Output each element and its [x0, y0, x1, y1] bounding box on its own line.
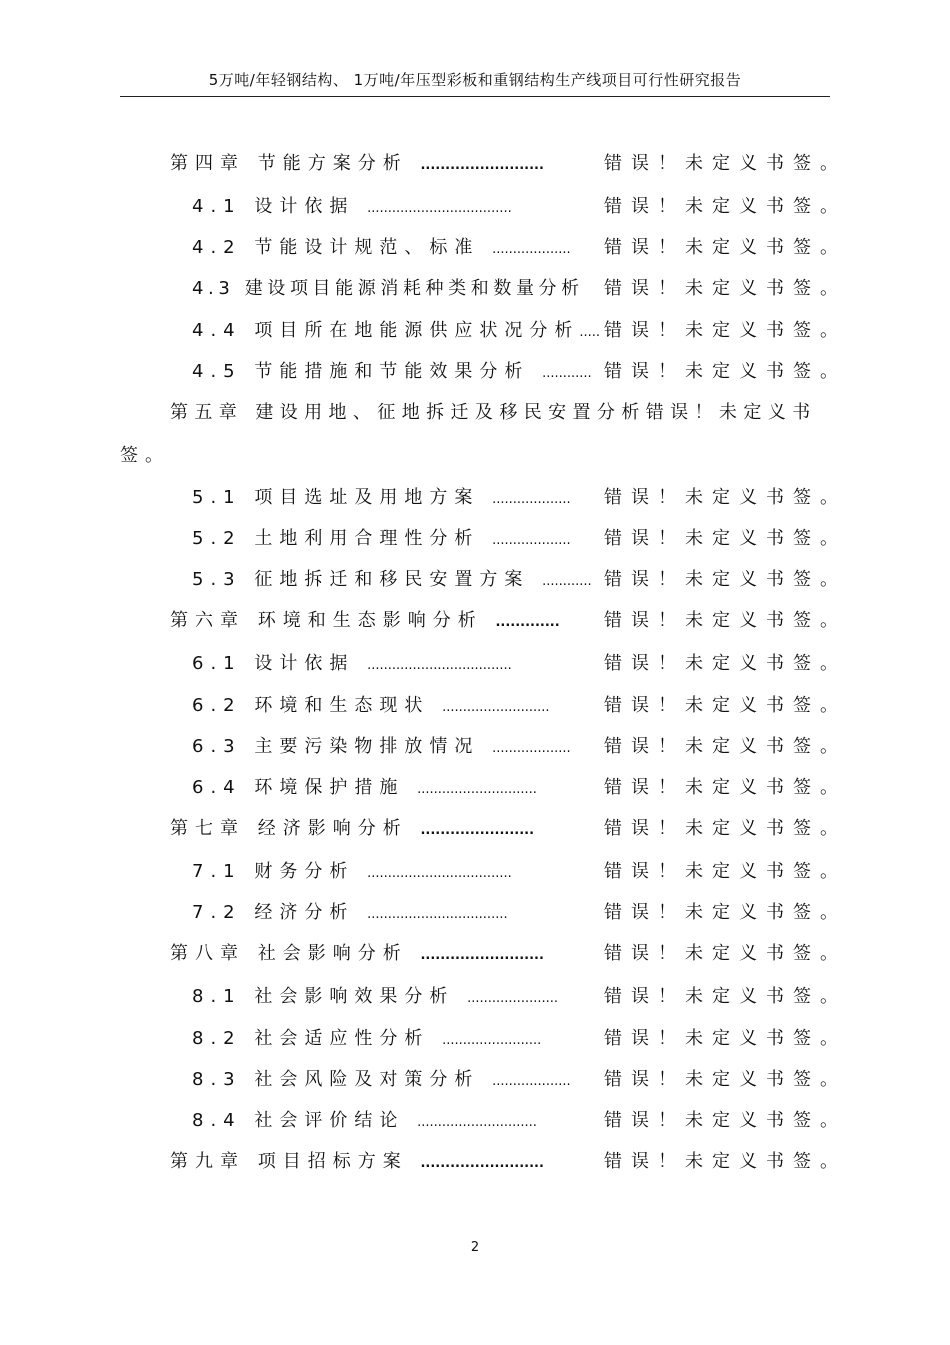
leader-dots: ...................................: [367, 201, 512, 216]
leader-dots: .........................: [420, 1156, 544, 1171]
toc-entry-label: 第九章 项目招标方案: [170, 1151, 408, 1172]
toc-entry-8-3[interactable]: [192, 1065, 571, 1095]
toc-entry-label: 4.5 节能措施和节能效果分析: [192, 361, 530, 382]
toc-error-text: 错误！未定义书签。: [604, 861, 847, 882]
leader-dots: .............: [495, 615, 560, 630]
toc-entry-label: 第四章 节能方案分析: [170, 153, 408, 174]
toc-entry-8-2[interactable]: [192, 1024, 541, 1054]
toc-entry-7-1[interactable]: [192, 857, 512, 887]
toc-entry-label: 6.2 环境和生态现状: [192, 695, 430, 716]
toc-entry-label: 7.1 财务分析: [192, 861, 355, 882]
toc-entry-label: 8.2 社会适应性分析: [192, 1028, 430, 1049]
toc-entry-chapter-9[interactable]: [170, 1147, 544, 1177]
toc-error-text: 错误！未定义书签。: [604, 153, 847, 174]
leader-dots: ............: [542, 574, 592, 589]
toc-entry-5-3[interactable]: [192, 565, 592, 595]
leader-dots: ..................................: [367, 907, 508, 922]
toc-entry-chapter-4[interactable]: [170, 149, 544, 179]
leader-dots: ...................: [492, 533, 571, 548]
toc-error-text: 错误！未定义书签。: [604, 736, 847, 757]
toc-entry-label: 4.2 节能设计规范、标准: [192, 237, 480, 258]
toc-entry-4-1[interactable]: [192, 192, 512, 222]
toc-entry-7-2[interactable]: [192, 898, 508, 928]
leader-dots: ...................: [492, 492, 571, 507]
toc-entry-label: 4.4 项目所在地能源供应状况分析: [192, 320, 580, 341]
leader-dots: ........................: [442, 1033, 542, 1048]
toc-entry-6-3[interactable]: [192, 732, 571, 762]
toc-entry-label: 4.1 设计依据: [192, 196, 355, 217]
toc-error-text: 错误！未定义书签。: [604, 196, 847, 217]
toc-error-text: 错误！未定义书签。: [604, 986, 847, 1007]
toc-error-text: 错误！未定义书签。: [604, 695, 847, 716]
toc-error-text: 错误！未定义书签。: [604, 569, 847, 590]
toc-error-text: 错误！未定义书签。: [604, 818, 847, 839]
toc-error-text: 错误！未定义书签。: [604, 1028, 847, 1049]
leader-dots: ............: [542, 366, 592, 381]
toc-entry-8-4[interactable]: [192, 1106, 537, 1136]
toc-error-text: 错误！未定义书签。: [604, 361, 847, 382]
leader-dots: .....: [579, 325, 601, 340]
toc-entry-chapter-8[interactable]: [170, 939, 544, 969]
toc-entry-label: 4.3 建设项目能源消耗种类和数量分析: [192, 278, 584, 299]
toc-entry-label: 第八章 社会影响分析: [170, 943, 408, 964]
toc-entry-6-4[interactable]: [192, 773, 537, 803]
toc-entry-8-1[interactable]: [192, 982, 558, 1012]
toc-error-text: 错误！未定义书签。: [604, 528, 847, 549]
toc-entry-6-1[interactable]: [192, 649, 512, 679]
toc-entry-chapter-7[interactable]: [170, 814, 534, 844]
toc-entry-label: 6.3 主要污染物排放情况: [192, 736, 480, 757]
leader-dots: .............................: [417, 782, 537, 797]
toc-error-text: 错误！未定义书签。: [604, 777, 847, 798]
running-header: 5万吨/年轻钢结构、 1万吨/年压型彩板和重钢结构生产线项目可行性研究报告: [120, 64, 830, 97]
leader-dots: .........................: [420, 158, 544, 173]
toc-entry-label: 第六章 环境和生态影响分析: [170, 610, 483, 631]
toc-entry-label: 第七章 经济影响分析: [170, 818, 408, 839]
toc-entry-label: 6.1 设计依据: [192, 653, 355, 674]
toc-entry-6-2[interactable]: [192, 691, 550, 721]
toc-error-text: 错误！未定义书签。: [604, 610, 847, 631]
leader-dots: .......................: [420, 823, 535, 838]
toc-error-text: 错误！未定义书签。: [604, 1151, 847, 1172]
toc-entry-4-4[interactable]: [192, 316, 600, 346]
leader-dots: ...................: [492, 1074, 571, 1089]
toc-error-text: 错误！未定义书签。: [604, 278, 847, 299]
toc-entry-5-2[interactable]: [192, 524, 571, 554]
leader-dots: .............................: [417, 1115, 537, 1130]
toc-entry-label: 5.3 征地拆迁和移民安置方案: [192, 569, 530, 590]
toc-error-text: 错误！未定义书签。: [604, 943, 847, 964]
toc-error-text: 错误！未定义书签。: [604, 237, 847, 258]
toc-error-text: 错误！未定义书签。: [604, 487, 847, 508]
toc-entry-label: 8.3 社会风险及对策分析: [192, 1069, 480, 1090]
toc-entry-label: 5.1 项目选址及用地方案: [192, 487, 480, 508]
leader-dots: .........................: [420, 948, 544, 963]
toc-error-text: 错误！未定义书签。: [604, 320, 847, 341]
toc-error-text: 错误！未定义书签。: [604, 653, 847, 674]
leader-dots: ..........................: [442, 700, 550, 715]
toc-entry-4-5[interactable]: [192, 357, 592, 387]
toc-entry-chapter-5[interactable]: 第五章 建设用地、征地拆迁及移民安置分析错误！未定义书: [170, 402, 817, 423]
toc-entry-5-1[interactable]: [192, 483, 571, 513]
toc-entry-label: 7.2 经济分析: [192, 902, 355, 923]
toc-entry-label: 8.4 社会评价结论: [192, 1110, 405, 1131]
leader-dots: ...................: [492, 741, 571, 756]
toc-entry-4-3[interactable]: [192, 274, 584, 304]
toc-error-text: 错误！未定义书签。: [604, 902, 847, 923]
toc-entry-label: 6.4 环境保护措施: [192, 777, 405, 798]
toc-error-text: 错误！未定义书签。: [604, 1069, 847, 1090]
leader-dots: ...................: [492, 242, 571, 257]
toc-entry-label: 5.2 土地利用合理性分析: [192, 528, 480, 549]
leader-dots: ...................................: [367, 658, 512, 673]
toc-entry-chapter-6[interactable]: [170, 606, 560, 636]
toc-error-text: 错误！未定义书签。: [604, 1110, 847, 1131]
leader-dots: ...................................: [367, 866, 512, 881]
page-number: 2: [470, 1240, 480, 1255]
toc-entry-label: 8.1 社会影响效果分析: [192, 986, 455, 1007]
leader-dots: ......................: [467, 991, 559, 1006]
toc-entry-chapter-5-continuation: 签。: [120, 445, 170, 466]
toc-entry-4-2[interactable]: [192, 233, 571, 263]
